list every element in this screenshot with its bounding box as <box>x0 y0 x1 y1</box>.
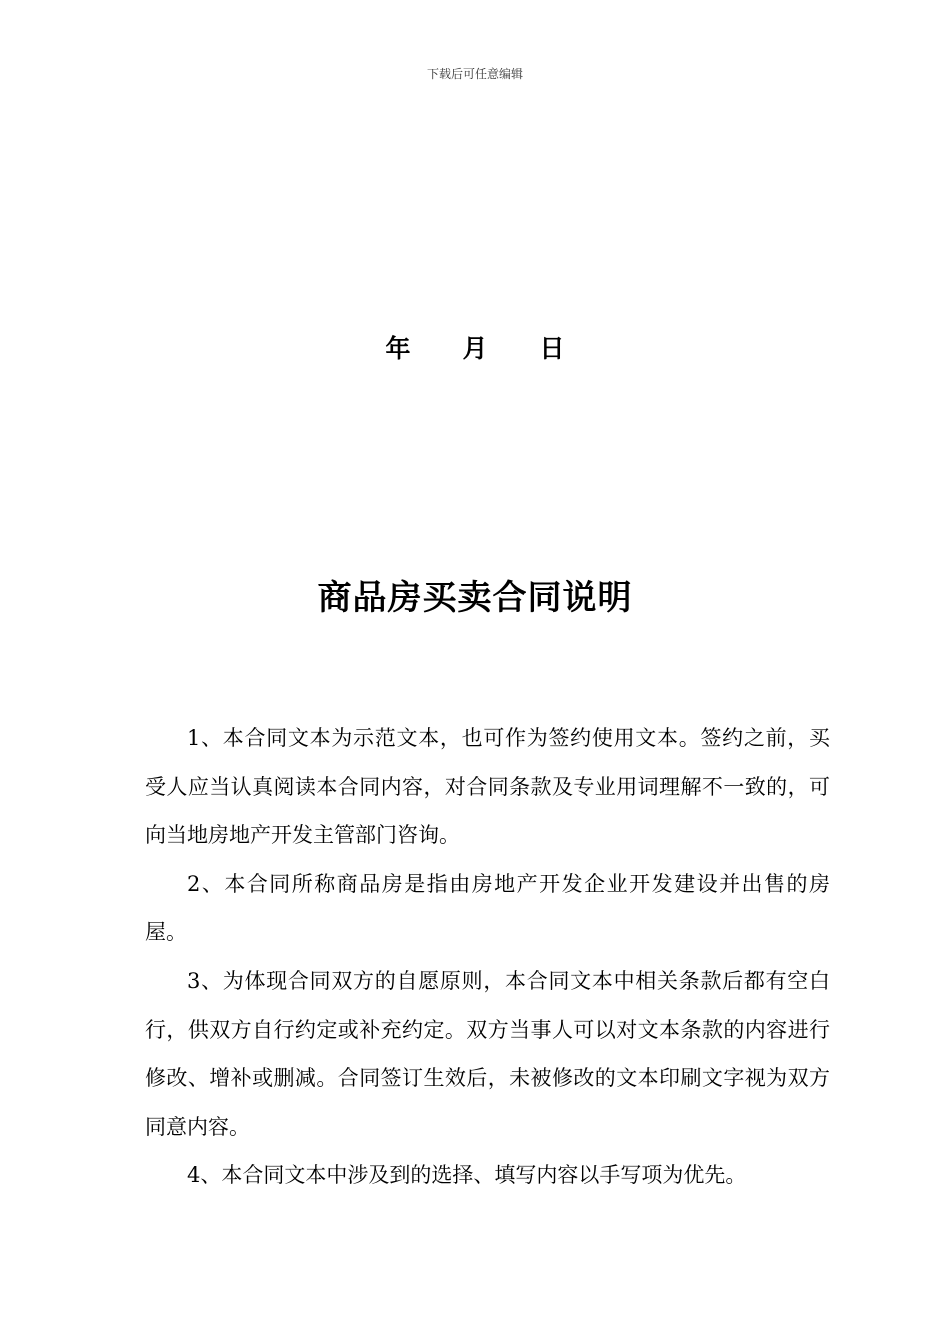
date-year-label: 年 <box>385 334 411 363</box>
document-body <box>145 714 830 1200</box>
date-line <box>0 332 950 366</box>
header-note: 下载后可任意编辑 <box>426 67 523 81</box>
date-day-label: 日 <box>539 334 565 363</box>
paragraph-4: 4、本合同文本中涉及到的选择、填写内容以手写项为优先。 <box>187 1163 747 1188</box>
paragraph-2: 2、本合同所称商品房是指由房地产开发企业开发建设并出售的房屋。 <box>145 871 830 945</box>
paragraph-1: 1、本合同文本为示范文本，也可作为签约使用文本。签约之前，买受人应当认真阅读本合同内容，对合同条款及专业用词理解不一致的，可向当地房地产开发主管部门咨询。 <box>145 726 830 848</box>
document-title: 商品房买卖合同说明 <box>317 578 633 618</box>
date-month-label: 月 <box>462 334 488 363</box>
paragraph-3: 3、为体现合同双方的自愿原则，本合同文本中相关条款后都有空白行，供双方自行约定或补充约定。双方当事人可以对文本条款的内容进行修改、增补或删减。合同签订生效后，未被修改的文本印刷文字视为双方同意内容。 <box>145 968 830 1139</box>
